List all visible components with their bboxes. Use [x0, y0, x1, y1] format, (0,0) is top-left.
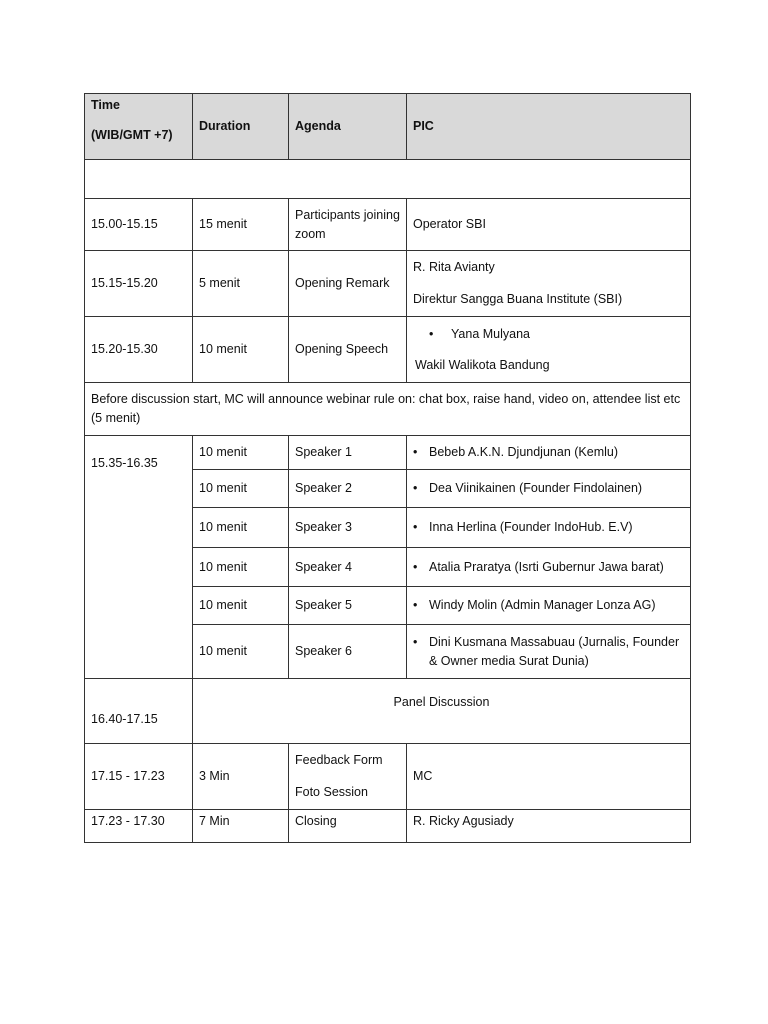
table-row — [85, 810, 691, 843]
pic-cell — [407, 625, 691, 679]
pic-bullet-item — [413, 596, 684, 615]
empty-cell — [85, 160, 691, 199]
bullet-icon: • — [413, 559, 418, 574]
time-cell: 15.00-15.15 — [85, 199, 193, 251]
pic-cell: Operator SBI — [407, 199, 691, 251]
header-pic: PIC — [407, 94, 691, 160]
time-cell: 17.15 - 17.23 — [85, 744, 193, 810]
note-cell: Before discussion start, MC will announce webinar rule on: chat box, raise hand, video on, attendee list etc (5 menit) — [85, 383, 691, 436]
table-row — [85, 317, 691, 383]
header-time-label: Time — [91, 98, 120, 112]
agenda-feedback: Feedback Form — [295, 753, 383, 768]
table-row — [85, 199, 691, 251]
agenda-cell: Speaker 5 — [289, 587, 407, 625]
agenda-cell: Speaker 4 — [289, 548, 407, 587]
panel-discussion-cell: Panel Discussion — [193, 679, 691, 744]
pic-bullet-item — [413, 479, 684, 498]
header-time — [85, 94, 193, 160]
bullet-icon: • — [413, 445, 418, 460]
agenda-cell: Speaker 6 — [289, 625, 407, 679]
pic-cell: MC — [407, 744, 691, 810]
bullet-icon: • — [413, 481, 418, 496]
pic-name: R. Rita Avianty — [413, 260, 495, 275]
pic-title: Wakil Walikota Bandung — [415, 357, 550, 372]
duration-cell: 5 menit — [193, 251, 289, 317]
time-cell: 16.40-17.15 — [85, 679, 193, 744]
speaker-name: Windy Molin (Admin Manager Lonza AG) — [429, 598, 656, 613]
empty-row — [85, 160, 691, 199]
header-agenda: Agenda — [289, 94, 407, 160]
speaker-row — [85, 436, 691, 470]
pic-cell — [407, 508, 691, 548]
agenda-foto: Foto Session — [295, 785, 368, 799]
speaker-name: Dini Kusmana Massabuau (Jurnalis, Founder & Owner media Surat Dunia) — [429, 634, 680, 668]
time-cell: 17.23 - 17.30 — [85, 810, 193, 843]
duration-cell: 3 Min — [193, 744, 289, 810]
time-cell: 15.15-15.20 — [85, 251, 193, 317]
pic-cell — [407, 548, 691, 587]
duration-cell: 10 menit — [193, 508, 289, 548]
pic-bullet-item — [413, 518, 684, 537]
duration-cell: 10 menit — [193, 587, 289, 625]
duration-cell: 10 menit — [193, 548, 289, 587]
agenda-cell: Speaker 3 — [289, 508, 407, 548]
duration-cell: 10 menit — [193, 470, 289, 508]
duration-cell: 10 menit — [193, 625, 289, 679]
pic-cell — [407, 317, 691, 383]
pic-title: Direktur Sangga Buana Institute (SBI) — [413, 292, 623, 306]
speakers-time-cell: 15.35-16.35 — [85, 436, 193, 679]
pic-bullet-item — [413, 558, 684, 577]
agenda-cell: Participants joining zoom — [289, 199, 407, 251]
pic-cell — [407, 251, 691, 317]
agenda-cell: Opening Speech — [289, 317, 407, 383]
header-time-zone: (WIB/GMT +7) — [91, 127, 173, 142]
pic-cell — [407, 587, 691, 625]
pic-bullet-item — [413, 633, 684, 671]
agenda-table — [84, 93, 691, 843]
speaker-name: Bebeb A.K.N. Djundjunan (Kemlu) — [429, 445, 618, 460]
table-header-row — [85, 94, 691, 160]
pic-cell: R. Ricky Agusiady — [407, 810, 691, 843]
speaker-name: Inna Herlina (Founder IndoHub. E.V) — [429, 520, 633, 535]
pic-bullet-item — [413, 325, 684, 344]
duration-cell: 15 menit — [193, 199, 289, 251]
agenda-cell: Speaker 2 — [289, 470, 407, 508]
duration-cell: 10 menit — [193, 317, 289, 383]
header-duration: Duration — [193, 94, 289, 160]
speaker-name: Dea Viinikainen (Founder Findolainen) — [429, 481, 643, 496]
duration-cell: 10 menit — [193, 436, 289, 470]
agenda-cell: Closing — [289, 810, 407, 843]
pic-cell — [407, 436, 691, 470]
pic-cell — [407, 470, 691, 508]
agenda-cell — [289, 744, 407, 810]
bullet-icon: • — [413, 634, 418, 649]
panel-row — [85, 679, 691, 744]
speaker-name: Atalia Praratya (Isrti Gubernur Jawa barat) — [429, 559, 664, 574]
note-row — [85, 383, 691, 436]
agenda-cell: Speaker 1 — [289, 436, 407, 470]
time-cell: 15.20-15.30 — [85, 317, 193, 383]
bullet-icon: • — [413, 598, 418, 613]
table-row — [85, 251, 691, 317]
pic-bullet-item — [413, 443, 684, 462]
duration-cell: 7 Min — [193, 810, 289, 843]
agenda-cell: Opening Remark — [289, 251, 407, 317]
table-row — [85, 744, 691, 810]
bullet-icon: • — [429, 326, 434, 341]
pic-name: Yana Mulyana — [451, 326, 530, 341]
bullet-icon: • — [413, 520, 418, 535]
